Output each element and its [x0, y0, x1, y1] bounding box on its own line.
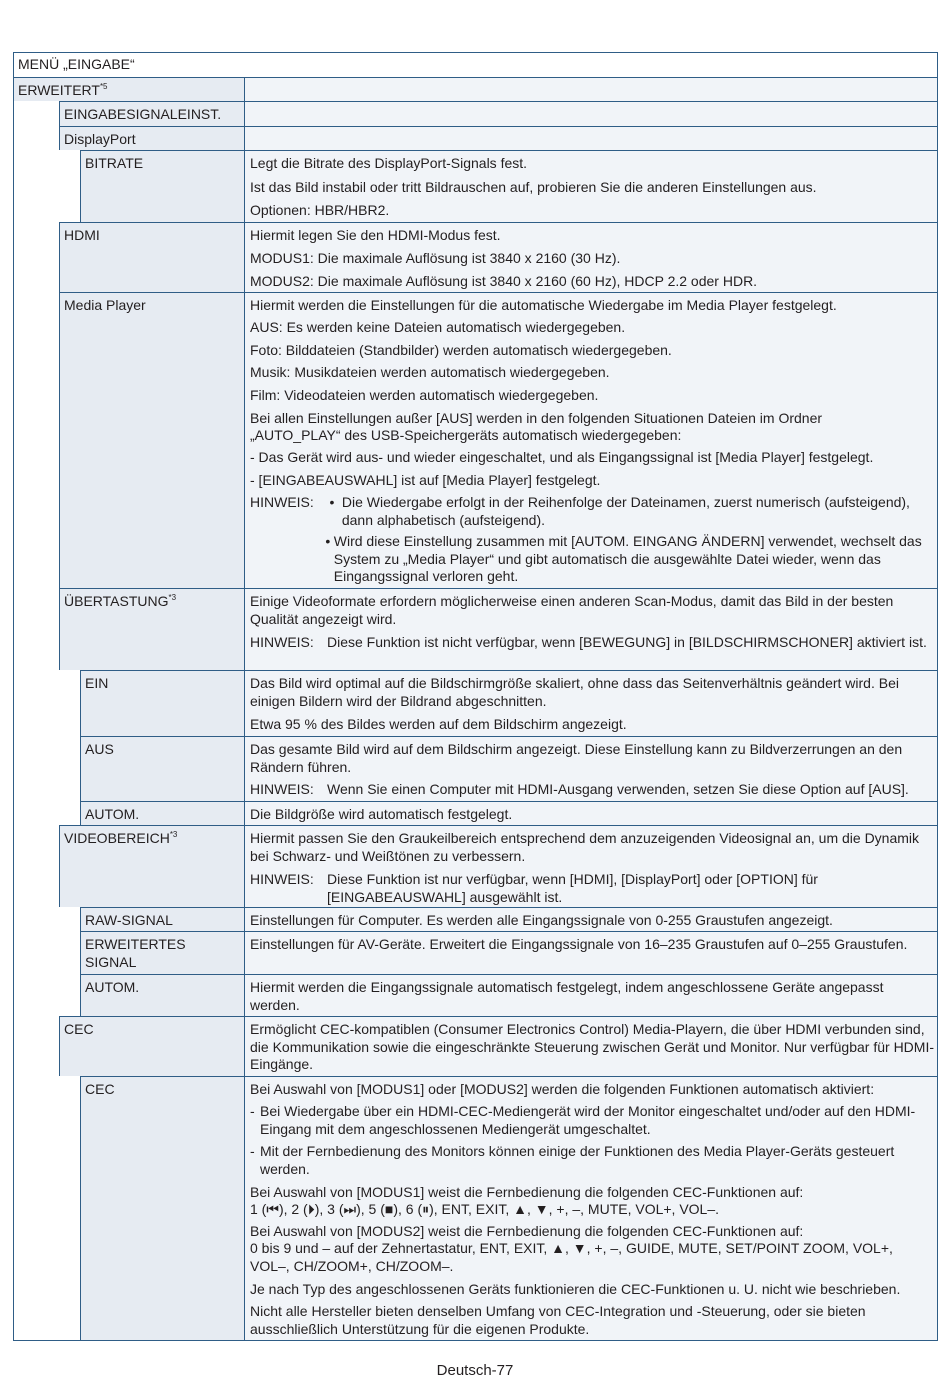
erweitertes-signal-label-1: ERWEITERTES [85, 936, 186, 952]
media-player-desc-2: AUS: Es werden keine Dateien automatisch wiedergegeben. [250, 319, 626, 335]
media-player-desc-6a: Bei allen Einstellungen außer [AUS] werden in den folgenden Situationen Dateien im Ordner [250, 410, 823, 426]
raw-signal-label: RAW-SIGNAL [85, 912, 173, 928]
media-player-note-2: • Wird diese Einstellung zusammen mit [AUTOM. EINGANG ÄNDERN] verwendet, wechselt das System zu „Media Player“ und gibt automatisch die ausgewählte Datei wieder, wenn das Eingangssignal verloren geht. [322, 533, 934, 586]
autom-label-1: AUTOM. [85, 806, 140, 822]
cec-desc: Ermöglicht CEC-kompatiblen (Consumer Electronics Control) Media-Playern, die über HDMI verbunden sind, die Kommunikation sowie die eingeschränkte Steuerung zwischen Gerät und Monitor. Nur verfügbar für HDMI-Eingänge. [250, 1021, 934, 1072]
aus-row [80, 736, 938, 801]
menu-header-row [13, 52, 938, 77]
videobereich-note: HINWEIS: Diese Funktion ist nur verfügbar, wenn [HDMI], [DisplayPort] oder [OPTION] für [EINGABEAUSWAHL] ausgewählt ist. [250, 871, 818, 905]
videobereich-sup: *3 [169, 830, 178, 839]
autom-row-2 [80, 974, 938, 1016]
media-player-desc-5: Film: Videodateien werden automatisch wiedergegeben. [250, 387, 599, 403]
hdmi-label: HDMI [64, 227, 100, 243]
media-player-desc-7: - Das Gerät wird aus- und wieder eingeschaltet, und als Eingangssignal ist [Media Player] festgelegt. [250, 449, 874, 465]
eingabesignaleinst-label: EINGABESIGNALEINST. [64, 106, 222, 122]
cec-sub-row [80, 1076, 938, 1340]
ein-desc-2: Etwa 95 % des Bildes werden auf dem Bildschirm angezeigt. [250, 716, 627, 732]
media-player-row [59, 292, 938, 588]
eingabesignaleinst-row [59, 101, 938, 126]
cec-sub-desc-5: Nicht alle Hersteller bieten denselben Umfang von CEC-Integration und -Steuerung, oder sie bieten ausschließlich Unterstützung für die eigenen Produkte. [250, 1303, 866, 1337]
ein-row [80, 670, 938, 736]
bitrate-label: BITRATE [85, 155, 144, 171]
videobereich-label: VIDEOBEREICH [64, 830, 170, 846]
autom-row-1 [80, 801, 938, 825]
raw-signal-row [80, 907, 938, 931]
media-player-note-1: HINWEIS: • Die Wiedergabe erfolgt in der Reihenfolge der Dateinamen, zuerst numerisch (aufsteigend), dann alphabetisch (aufsteigend). [250, 494, 910, 528]
bullet-icon: • [329, 494, 335, 510]
menu-header-title: MENÜ „EINGABE“ [18, 56, 135, 72]
ein-label: EIN [85, 675, 109, 691]
autom-desc-1: Die Bildgröße wird automatisch festgelegt. [250, 806, 513, 822]
bitrate-desc-2: Ist das Bild instabil oder tritt Bildrauschen auf, probieren Sie die anderen Einstellungen aus. [250, 179, 817, 195]
displayport-label: DisplayPort [64, 131, 136, 147]
videobereich-desc: Hiermit passen Sie den Graukeilbereich entsprechend dem anzuzeigenden Videosignal an, um die Dynamik bei Schwarz- und Weißtönen zu verbessern. [250, 830, 920, 864]
erweitertes-signal-desc: Einstellungen für AV-Geräte. Erweitert die Eingangssignale von 16–235 Graustufen auf 0–255 Graustufen. [250, 936, 908, 952]
hdmi-row [59, 222, 938, 292]
cec-sub-dash-1: - Bei Wiedergabe über ein HDMI-CEC-Mediengerät wird der Monitor eingeschaltet und/oder auf den HDMI-Eingang mit dem angeschlossenen Mediengerät umgeschaltet. [250, 1103, 916, 1137]
cec-sub-desc-1: Bei Auswahl von [MODUS1] oder [MODUS2] werden die folgenden Funktionen automatisch aktiviert: [250, 1081, 875, 1097]
cec-sub-modus2-keys: 0 bis 9 und – auf der Zehnertastatur, ENT, EXIT, ▲, ▼, +, –, GUIDE, MUTE, SET/POINT ZOOM, VOL+, VOL–, CH/ZOOM+, CH/ZOOM–. [250, 1240, 893, 1274]
cec-row [59, 1016, 938, 1076]
cec-sub-modus1-keys: 1 (⏮), 2 (⏵), 3 (⏭), 5 (■), 6 (⏸), ENT, EXIT, ▲, ▼, +, –, MUTE, VOL+, VOL–. [250, 1201, 720, 1217]
aus-note: HINWEIS: Wenn Sie einen Computer mit HDMI-Ausgang verwenden, setzen Sie diese Option auf [AUS]. [250, 781, 909, 797]
ubertastung-row [59, 588, 938, 670]
erweitert-label: ERWEITERT [18, 82, 100, 98]
bitrate-options: Optionen: HBR/HBR2. [250, 202, 390, 218]
videobereich-row [59, 825, 938, 907]
bullet-icon: • [325, 533, 331, 549]
media-player-desc-1: Hiermit werden die Einstellungen für die automatische Wiedergabe im Media Player festgelegt. [250, 297, 837, 313]
erweitertes-signal-label-2: SIGNAL [85, 954, 137, 970]
media-player-desc-4: Musik: Musikdateien werden automatisch wiedergegeben. [250, 364, 610, 380]
autom-label-2: AUTOM. [85, 979, 140, 995]
cec-sub-desc-4: Je nach Typ des angeschlossenen Geräts funktionieren die CEC-Funktionen u. U. nicht wie beschrieben. [250, 1281, 901, 1297]
ein-desc-1: Das Bild wird optimal auf die Bildschirmgröße skaliert, ohne dass das Seitenverhältnis geändert wird. Bei einigen Bildern wird der Bildrand abgeschnitten. [250, 675, 899, 709]
erweitertes-signal-row [80, 931, 938, 974]
ubertastung-sup: *3 [168, 593, 177, 602]
media-player-desc-6b: „AUTO_PLAY“ des USB-Speichergeräts automatisch wiedergegeben: [250, 427, 682, 443]
bitrate-desc-1: Legt die Bitrate des DisplayPort-Signals fest. [250, 155, 528, 171]
settings-table [13, 52, 938, 1340]
cec-sub-dash-2: - Mit der Fernbedienung des Monitors können einige der Funktionen des Media Player-Geräts gesteuert werden. [250, 1143, 895, 1177]
page-number: Deutsch-77 [436, 1362, 514, 1379]
hdmi-desc-2: MODUS1: Die maximale Auflösung ist 3840 x 2160 (30 Hz). [250, 250, 621, 266]
aus-desc: Das gesamte Bild wird auf dem Bildschirm angezeigt. Diese Einstellung kann zu Bildverzerrungen an den Rändern führen. [250, 741, 903, 775]
bitrate-row [80, 150, 938, 222]
ubertastung-desc: Einige Videoformate erfordern möglicherweise einen anderen Scan-Modus, damit das Bild in der besten Qualität angezeigt wird. [250, 593, 894, 627]
hdmi-desc-3: MODUS2: Die maximale Auflösung ist 3840 x 2160 (60 Hz), HDCP 2.2 oder HDR. [250, 273, 758, 289]
ubertastung-label: ÜBERTASTUNG [64, 593, 169, 609]
erweitert-row [13, 77, 938, 101]
hdmi-desc-1: Hiermit legen Sie den HDMI-Modus fest. [250, 227, 501, 243]
ubertastung-note: HINWEIS: Diese Funktion ist nicht verfügbar, wenn [BEWEGUNG] in [BILDSCHIRMSCHONER] aktiviert ist. [250, 634, 927, 650]
cec-label: CEC [64, 1021, 94, 1037]
cec-sub-modus2-intro: Bei Auswahl von [MODUS2] weist die Fernbedienung die folgenden CEC-Funktionen auf: [250, 1223, 804, 1239]
cec-sub-label: CEC [85, 1081, 115, 1097]
media-player-label: Media Player [64, 297, 146, 313]
displayport-row [59, 126, 938, 150]
media-player-hinweis-label: HINWEIS: [250, 494, 314, 510]
erweitert-sup: *5 [99, 82, 108, 91]
media-player-desc-8: - [EINGABEAUSWAHL] ist auf [Media Player] festgelegt. [250, 472, 601, 488]
cec-sub-modus1-intro: Bei Auswahl von [MODUS1] weist die Fernbedienung die folgenden CEC-Funktionen auf: [250, 1184, 804, 1200]
aus-label: AUS [85, 741, 114, 757]
raw-signal-desc: Einstellungen für Computer. Es werden alle Eingangssignale von 0-255 Graustufen angezeigt. [250, 912, 833, 928]
media-player-desc-3: Foto: Bilddateien (Standbilder) werden automatisch wiedergegeben. [250, 342, 672, 358]
autom-desc-2: Hiermit werden die Eingangssignale automatisch festgelegt, indem angeschlossene Geräte angepasst werden. [250, 979, 884, 1013]
